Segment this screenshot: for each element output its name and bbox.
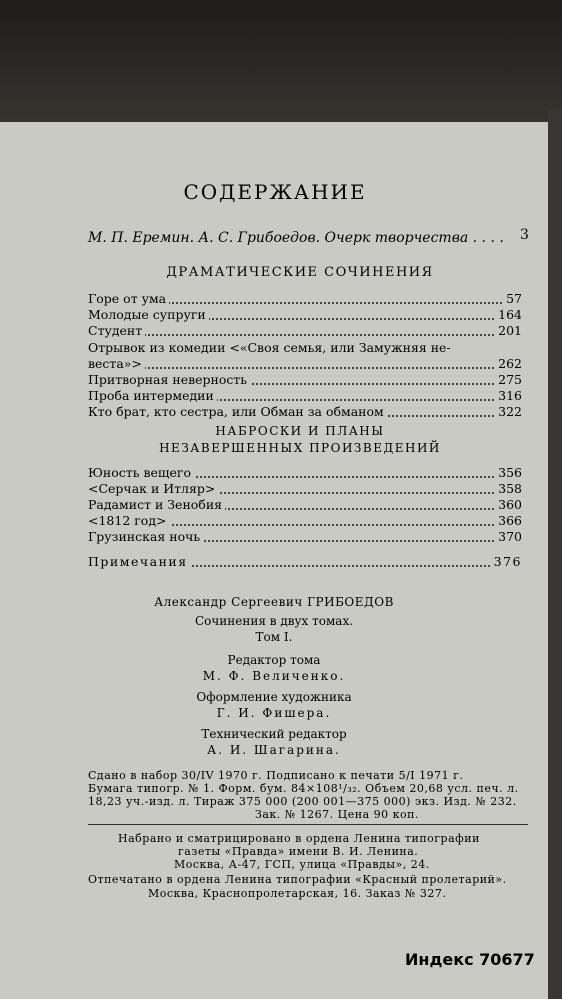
- toc-page: 57: [502, 291, 522, 306]
- colophon-tech-editor: А. И. Шагарина.: [207, 743, 341, 757]
- toc-label: Радамист и Зенобия: [88, 497, 225, 512]
- colophon-designer: Г. И. Фишера.: [216, 706, 332, 720]
- toc-row: [88, 465, 522, 481]
- toc-page: 376: [490, 554, 522, 569]
- colophon-editor-role: Редактор тома: [227, 653, 321, 667]
- colophon-author: Александр Сергеевич ГРИБОЕДОВ: [154, 595, 394, 609]
- section-title-sketches-1: НАБРОСКИ И ПЛАНЫ: [215, 424, 385, 438]
- print-details-4: Зак. № 1267. Цена 90 коп.: [255, 808, 419, 821]
- toc-row: [88, 372, 522, 388]
- toc-row: [88, 307, 522, 323]
- toc-page: 316: [494, 388, 522, 403]
- print-details-2: Бумага типогр. № 1. Форм. бум. 84×108¹/₃₂. Объем 20,68 усл. печ. л.: [88, 782, 519, 795]
- toc-page: 366: [494, 513, 522, 528]
- contents-heading: СОДЕРЖАНИЕ: [183, 180, 367, 204]
- toc-label: Проба интермедии: [88, 388, 217, 403]
- colophon-tech-role: Технический редактор: [201, 727, 347, 741]
- toc-row: [88, 291, 522, 307]
- toc-page: 356: [494, 465, 522, 480]
- press-line-1: Набрано и сматрицировано в ордена Ленина типографии: [118, 832, 480, 845]
- page-edge: [548, 110, 562, 999]
- toc-label: Кто брат, кто сестра, или Обман за обманом: [88, 404, 387, 419]
- toc-label: Горе от ума: [88, 291, 169, 306]
- toc-page: 370: [494, 529, 522, 544]
- divider-line: [88, 824, 528, 825]
- toc-row: [88, 481, 522, 497]
- toc-label: веста»>: [88, 356, 145, 371]
- colophon-volume: Том I.: [255, 630, 293, 644]
- toc-label: Молодые супруги: [88, 307, 209, 322]
- toc-page: 275: [494, 372, 522, 387]
- toc-label: Юность вещего: [88, 465, 194, 480]
- print-details-3: 18,23 уч.-изд. л. Тираж 375 000 (200 001—375 000) экз. Изд. № 232.: [88, 795, 517, 808]
- toc-row: [88, 529, 522, 545]
- press-line-4: Отпечатано в ордена Ленина типографии «Красный пролетарий».: [88, 873, 507, 886]
- toc-row: [88, 388, 522, 404]
- colophon-design-role: Оформление художника: [196, 690, 352, 704]
- toc-row: [88, 404, 522, 420]
- toc-label: <Серчак и Итляр>: [88, 481, 218, 496]
- toc-page: 322: [494, 404, 522, 419]
- toc-row: [88, 323, 522, 339]
- toc-page: 201: [494, 323, 522, 338]
- toc-row: [88, 497, 522, 513]
- toc-label: <1812 год>: [88, 513, 170, 528]
- toc-label: Грузинская ночь: [88, 529, 203, 544]
- background-shadow: [0, 0, 562, 130]
- print-details-1: Сдано в набор 30/IV 1970 г. Подписано к печати 5/I 1971 г.: [88, 769, 464, 782]
- toc-row: [88, 513, 522, 529]
- toc-page: 358: [494, 481, 522, 496]
- press-line-3: Москва, А-47, ГСП, улица «Правды», 24.: [174, 858, 430, 871]
- toc-label: Примечания: [88, 554, 191, 569]
- section-title-sketches-2: НЕЗАВЕРШЕННЫХ ПРОИЗВЕДЕНИЙ: [159, 441, 441, 455]
- intro-page-number: 3: [520, 227, 529, 243]
- catalog-index: Индекс 70677: [405, 950, 535, 969]
- toc-row-notes: [88, 554, 522, 570]
- section-title-dramatic: ДРАМАТИЧЕСКИЕ СОЧИНЕНИЯ: [166, 265, 434, 280]
- toc-label-wrapped: Отрывок из комедии <«Своя семья, или Замужняя не-: [88, 340, 451, 355]
- toc-label: Притворная неверность: [88, 372, 250, 387]
- toc-label: Студент: [88, 323, 145, 338]
- colophon-work: Сочинения в двух томах.: [194, 614, 354, 628]
- toc-page: 360: [494, 497, 522, 512]
- press-line-5: Москва, Краснопролетарская, 16. Заказ № 327.: [148, 887, 447, 900]
- press-line-2: газеты «Правда» имени В. И. Ленина.: [178, 845, 419, 858]
- intro-entry: М. П. Еремин. А. С. Грибоедов. Очерк творчества . . . .: [88, 230, 504, 246]
- toc-page: 164: [494, 307, 522, 322]
- toc-page: 262: [494, 356, 522, 371]
- toc-row: [88, 356, 522, 372]
- colophon-editor: М. Ф. Величенко.: [202, 669, 346, 683]
